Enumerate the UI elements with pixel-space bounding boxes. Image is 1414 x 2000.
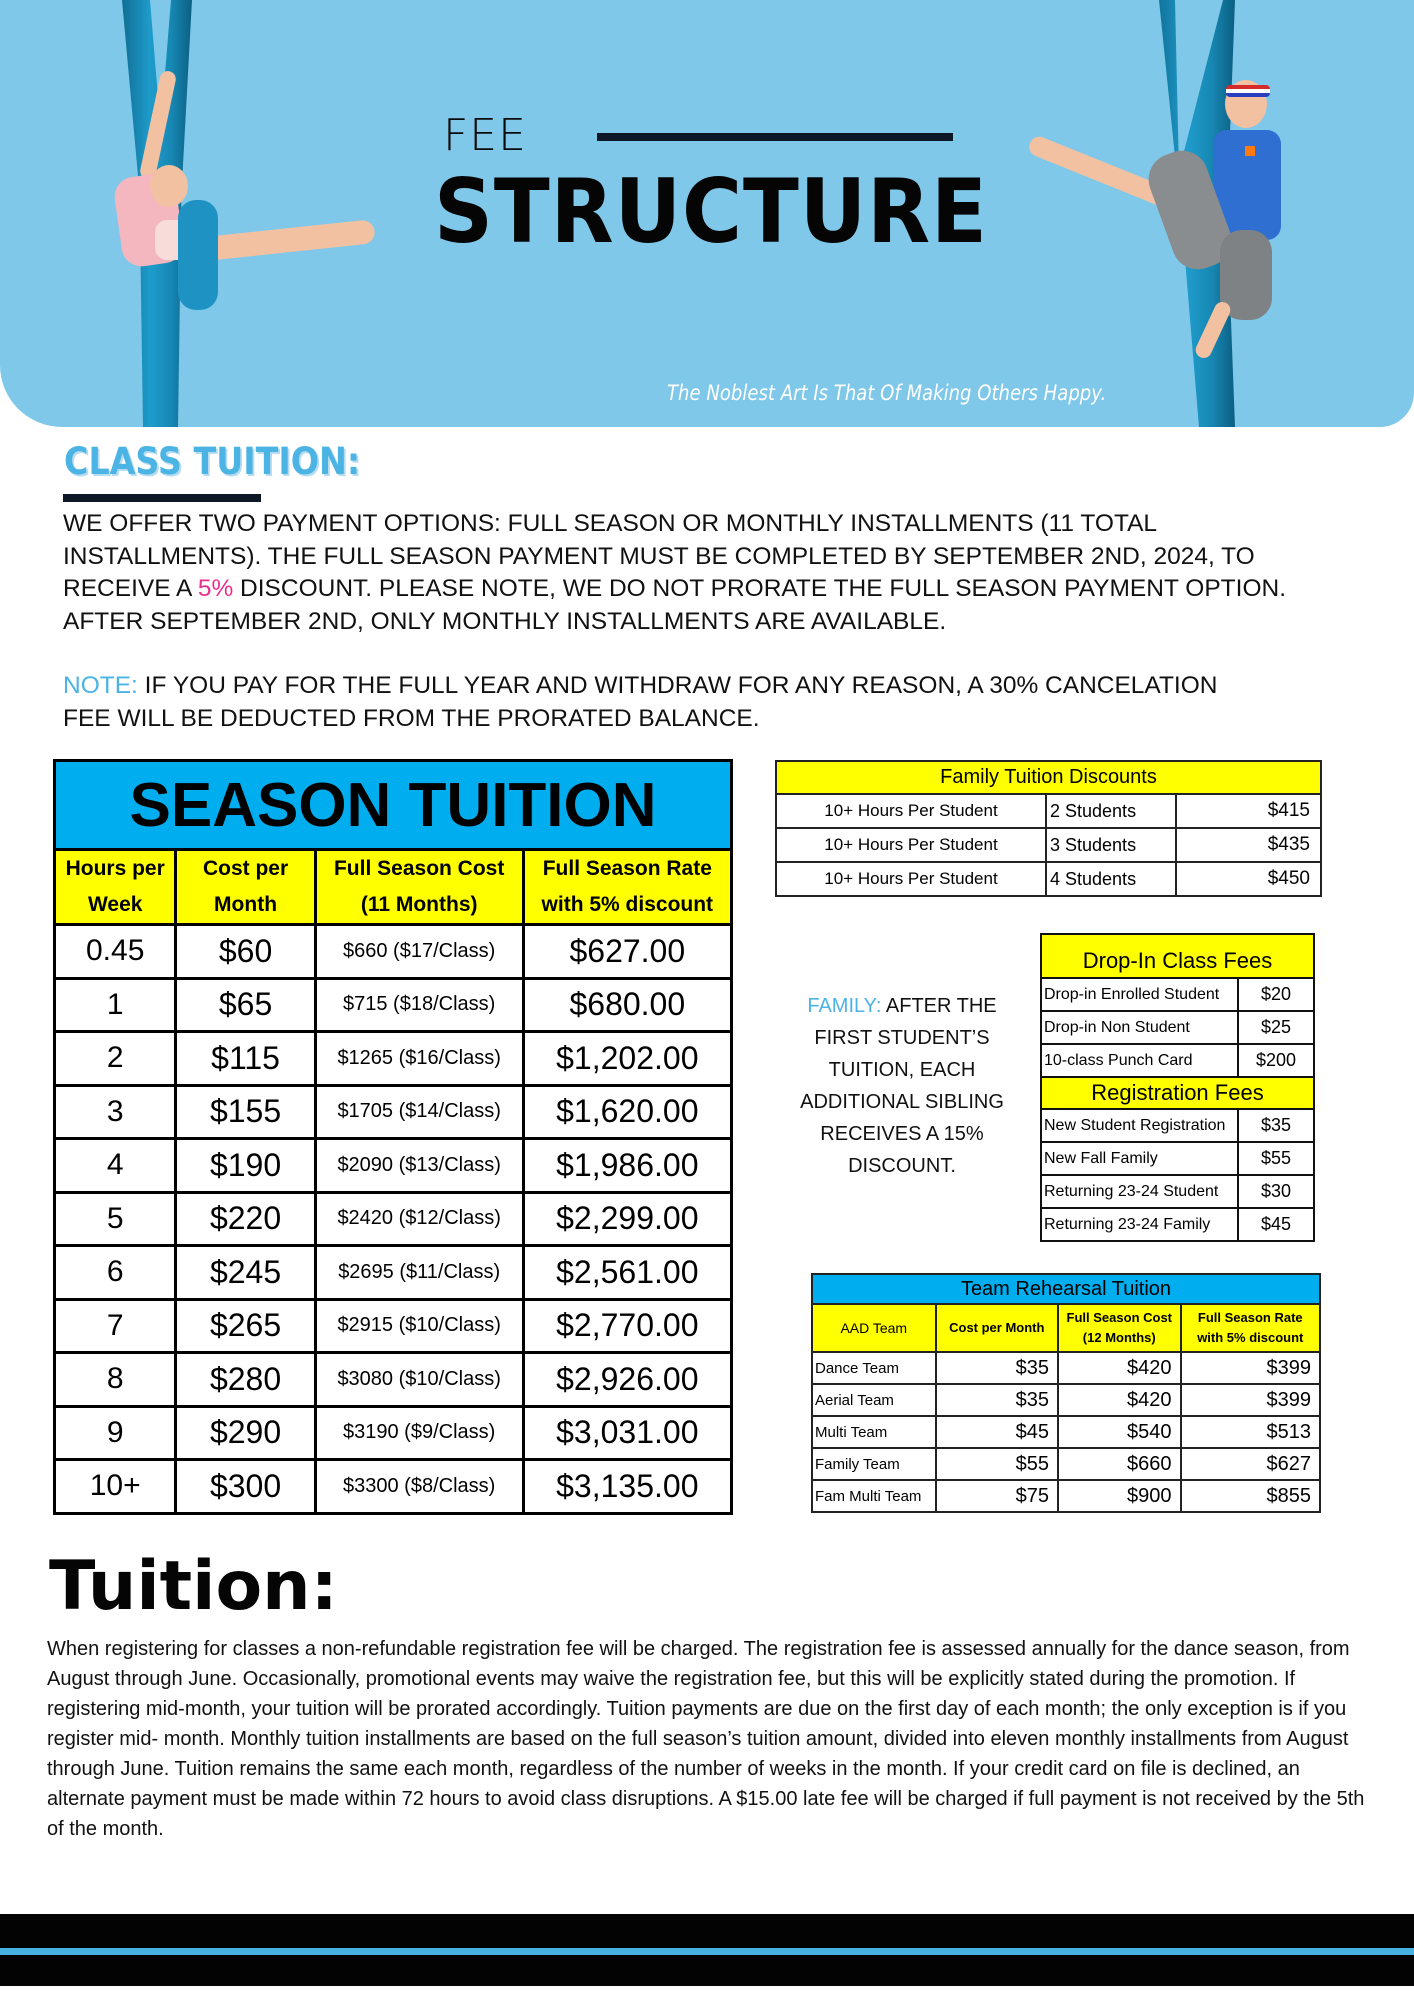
- students-cell: 3 Students: [1046, 828, 1176, 862]
- aerialist-girl-image: [110, 70, 390, 270]
- monthly-cost-cell: $45: [936, 1416, 1058, 1448]
- fee-label-cell: 10-class Punch Card: [1044, 1051, 1193, 1069]
- discount-rate-cell: $2,299.00: [523, 1192, 731, 1246]
- hours-cell: 5: [55, 1192, 176, 1246]
- column-header-team: AAD Team: [812, 1304, 936, 1352]
- amount-cell: $415: [1176, 794, 1321, 828]
- season-tuition-title: SEASON TUITION: [55, 761, 732, 850]
- monthly-cost-cell: $290: [176, 1406, 315, 1460]
- fee-value-cell: $25: [1238, 1011, 1314, 1044]
- table-row: [1041, 1109, 1314, 1142]
- tagline: The Noblest Art Is That Of Making Others Happy.: [667, 381, 1107, 405]
- hours-cell: 3: [55, 1085, 176, 1139]
- full-season-cell: $540: [1058, 1416, 1181, 1448]
- monthly-cost-cell: $115: [176, 1032, 315, 1086]
- discount-rate-cell: $855: [1181, 1480, 1320, 1512]
- aerialist-boy-image: [1030, 60, 1320, 370]
- table-row: [812, 1416, 1320, 1448]
- tuition-policy-body: When registering for classes a non-refundable registration fee will be charged. The registration fee is assessed annually for the dance season, from August through June. Occasionally, promotional events may waive the registration fee, but this will be explicitly stated during the promotion. If registering mid-month, your tuition will be prorated accordingly. Tuition payments are due on the first day of each month; the only exception is if you register mid- month. Monthly tuition installments are based on the full season’s tuition amount, divided into eleven monthly installments from August through June. Tuition remains the same each month, regardless of the number of weeks in the month. If your credit card on file is declined, an alternate payment must be made within 72 hours to avoid class disruptions. A $15.00 late fee will be charged if full payment is not received by the 5th of the month.: [47, 1638, 1365, 1840]
- discount-rate-cell: $513: [1181, 1416, 1320, 1448]
- fee-value-cell: $35: [1238, 1109, 1314, 1142]
- fee-label-cell: New Student Registration: [1044, 1116, 1226, 1134]
- team-rehearsal-table: [811, 1273, 1321, 1513]
- footer-stripe: [0, 1948, 1414, 1955]
- note-text: IF YOU PAY FOR THE FULL YEAR AND WITHDRAW FOR ANY REASON, A 30% CANCELATION FEE WILL BE DEDUCTED FROM THE PRORATED BALANCE.: [63, 672, 1218, 732]
- column-header-cost-per-month: Cost per Month: [936, 1304, 1058, 1352]
- column-header-discount-rate: Full Season Rate with 5% discount: [523, 850, 731, 925]
- class-tuition-rule: [63, 494, 261, 502]
- full-season-cell: $420: [1058, 1352, 1181, 1384]
- fee-label-cell: Returning 23-24 Student: [1044, 1182, 1219, 1200]
- cancellation-note: [63, 670, 1263, 735]
- drop-in-title: Drop-In Class Fees: [1041, 934, 1314, 978]
- discount-highlight: 5%: [197, 575, 234, 602]
- table-row: [1041, 1175, 1314, 1208]
- students-cell: 4 Students: [1046, 862, 1176, 896]
- family-note-text: AFTER THE FIRST STUDENT’S TUITION, EACH ADDITIONAL SIBLING RECEIVES A 15% DISCOUNT.: [800, 995, 1004, 1177]
- column-header-hours: Hours per Week: [55, 850, 176, 925]
- full-season-cell: $2090 ($13/Class): [315, 1139, 523, 1193]
- family-label: FAMILY:: [807, 995, 882, 1017]
- table-row: [55, 1299, 732, 1353]
- registration-title: Registration Fees: [1041, 1077, 1314, 1109]
- full-season-cell: $3080 ($10/Class): [315, 1353, 523, 1407]
- team-name-cell: Dance Team: [812, 1352, 936, 1384]
- hours-cell: 2: [55, 1032, 176, 1086]
- table-row: [55, 1032, 732, 1086]
- hours-cell: 10+ Hours Per Student: [776, 794, 1046, 828]
- full-season-cell: $660: [1058, 1448, 1181, 1480]
- title-rule: [597, 133, 953, 141]
- discount-rate-cell: $2,926.00: [523, 1353, 731, 1407]
- fee-value-cell: $45: [1238, 1208, 1314, 1241]
- table-row: [776, 828, 1321, 862]
- column-header-full-season-cost: Full Season Cost (11 Months): [315, 850, 523, 925]
- fee-label: FEE: [443, 110, 527, 161]
- full-season-cell: $2420 ($12/Class): [315, 1192, 523, 1246]
- monthly-cost-cell: $75: [936, 1480, 1058, 1512]
- team-rehearsal-title: Team Rehearsal Tuition: [812, 1274, 1320, 1304]
- full-season-cell: $3190 ($9/Class): [315, 1406, 523, 1460]
- season-tuition-table: [53, 759, 733, 1515]
- class-tuition-text-1: WE OFFER TWO PAYMENT OPTIONS: FULL SEASON OR MONTHLY INSTALLMENTS (11 TOTAL INSTALLMENTS). THE FULL SEASON PAYMENT MUST BE COMPLETED BY SEPTEMBER 2ND, 2024, TO RECEIVE A: [63, 510, 1255, 602]
- family-discounts-table: [775, 760, 1322, 897]
- fee-label-cell: New Fall Family: [1044, 1149, 1158, 1167]
- header-banner: [0, 0, 1414, 427]
- fee-label-cell: Drop-in Enrolled Student: [1044, 985, 1220, 1003]
- fee-value-cell: $20: [1238, 978, 1314, 1011]
- hours-cell: 4: [55, 1139, 176, 1193]
- team-name-cell: Fam Multi Team: [812, 1480, 936, 1512]
- full-season-cell: $2915 ($10/Class): [315, 1299, 523, 1353]
- discount-rate-cell: $3,031.00: [523, 1406, 731, 1460]
- full-season-cell: $660 ($17/Class): [315, 925, 523, 979]
- hours-cell: 6: [55, 1246, 176, 1300]
- fee-value-cell: $55: [1238, 1142, 1314, 1175]
- monthly-cost-cell: $245: [176, 1246, 315, 1300]
- discount-rate-cell: $2,561.00: [523, 1246, 731, 1300]
- discount-rate-cell: $627: [1181, 1448, 1320, 1480]
- discount-rate-cell: $627.00: [523, 925, 731, 979]
- full-season-cell: $420: [1058, 1384, 1181, 1416]
- hours-cell: 0.45: [55, 925, 176, 979]
- monthly-cost-cell: $55: [936, 1448, 1058, 1480]
- table-row: [55, 1085, 732, 1139]
- table-row: [55, 1192, 732, 1246]
- table-row: [55, 1353, 732, 1407]
- hours-cell: 10+ Hours Per Student: [776, 828, 1046, 862]
- monthly-cost-cell: $35: [936, 1384, 1058, 1416]
- table-row: [55, 925, 732, 979]
- family-sibling-note: [782, 990, 1022, 1182]
- monthly-cost-cell: $60: [176, 925, 315, 979]
- students-cell: 2 Students: [1046, 794, 1176, 828]
- column-header-discount-rate: Full Season Rate with 5% discount: [1181, 1304, 1320, 1352]
- full-season-cell: $715 ($18/Class): [315, 978, 523, 1032]
- hours-cell: 8: [55, 1353, 176, 1407]
- full-season-cell: $1705 ($14/Class): [315, 1085, 523, 1139]
- monthly-cost-cell: $65: [176, 978, 315, 1032]
- fee-value-cell: $30: [1238, 1175, 1314, 1208]
- monthly-cost-cell: $35: [936, 1352, 1058, 1384]
- monthly-cost-cell: $265: [176, 1299, 315, 1353]
- table-row: [1041, 978, 1314, 1011]
- table-row: [812, 1448, 1320, 1480]
- fee-label-cell: Drop-in Non Student: [1044, 1018, 1190, 1036]
- table-row: [55, 1246, 732, 1300]
- discount-rate-cell: $2,770.00: [523, 1299, 731, 1353]
- page-title: STRUCTURE: [434, 160, 988, 263]
- column-header-cost-per-month: Cost per Month: [176, 850, 315, 925]
- hours-cell: 7: [55, 1299, 176, 1353]
- table-row: [1041, 1142, 1314, 1175]
- table-row: [1041, 1044, 1314, 1077]
- table-row: [776, 794, 1321, 828]
- amount-cell: $450: [1176, 862, 1321, 896]
- table-row: [776, 862, 1321, 896]
- monthly-cost-cell: $155: [176, 1085, 315, 1139]
- column-header-full-season-cost: Full Season Cost (12 Months): [1058, 1304, 1181, 1352]
- class-tuition-paragraph: [63, 508, 1353, 638]
- note-label: NOTE:: [63, 672, 138, 699]
- class-tuition-text-2: DISCOUNT. PLEASE NOTE, WE DO NOT PRORATE THE FULL SEASON PAYMENT OPTION. AFTER SEPTEMBER 2ND, ONLY MONTHLY INSTALLMENTS ARE AVAILABLE.: [63, 575, 1287, 635]
- discount-rate-cell: $399: [1181, 1352, 1320, 1384]
- monthly-cost-cell: $280: [176, 1353, 315, 1407]
- table-row: [55, 1406, 732, 1460]
- monthly-cost-cell: $300: [176, 1460, 315, 1514]
- drop-in-registration-table: [1040, 933, 1315, 1242]
- tuition-policy-heading: Tuition:: [49, 1547, 338, 1626]
- table-row: [812, 1384, 1320, 1416]
- hours-cell: 10+: [55, 1460, 176, 1514]
- hours-cell: 1: [55, 978, 176, 1032]
- discount-rate-cell: $1,986.00: [523, 1139, 731, 1193]
- full-season-cell: $2695 ($11/Class): [315, 1246, 523, 1300]
- team-name-cell: Multi Team: [812, 1416, 936, 1448]
- discount-rate-cell: $1,620.00: [523, 1085, 731, 1139]
- full-season-cell: $1265 ($16/Class): [315, 1032, 523, 1086]
- team-name-cell: Family Team: [812, 1448, 936, 1480]
- discount-rate-cell: $399: [1181, 1384, 1320, 1416]
- family-discounts-title: Family Tuition Discounts: [776, 761, 1321, 794]
- hours-cell: 9: [55, 1406, 176, 1460]
- table-row: [812, 1352, 1320, 1384]
- class-tuition-heading: CLASS TUITION:: [64, 440, 361, 483]
- discount-rate-cell: $3,135.00: [523, 1460, 731, 1514]
- monthly-cost-cell: $190: [176, 1139, 315, 1193]
- table-row: [1041, 1011, 1314, 1044]
- discount-rate-cell: $1,202.00: [523, 1032, 731, 1086]
- table-row: [55, 1139, 732, 1193]
- table-row: [1041, 1208, 1314, 1241]
- full-season-cell: $900: [1058, 1480, 1181, 1512]
- monthly-cost-cell: $220: [176, 1192, 315, 1246]
- table-row: [55, 978, 732, 1032]
- team-name-cell: Aerial Team: [812, 1384, 936, 1416]
- fee-value-cell: $200: [1238, 1044, 1314, 1077]
- table-row: [812, 1480, 1320, 1512]
- fee-label-cell: Returning 23-24 Family: [1044, 1215, 1211, 1233]
- amount-cell: $435: [1176, 828, 1321, 862]
- full-season-cell: $3300 ($8/Class): [315, 1460, 523, 1514]
- discount-rate-cell: $680.00: [523, 978, 731, 1032]
- hours-cell: 10+ Hours Per Student: [776, 862, 1046, 896]
- table-row: [55, 1460, 732, 1514]
